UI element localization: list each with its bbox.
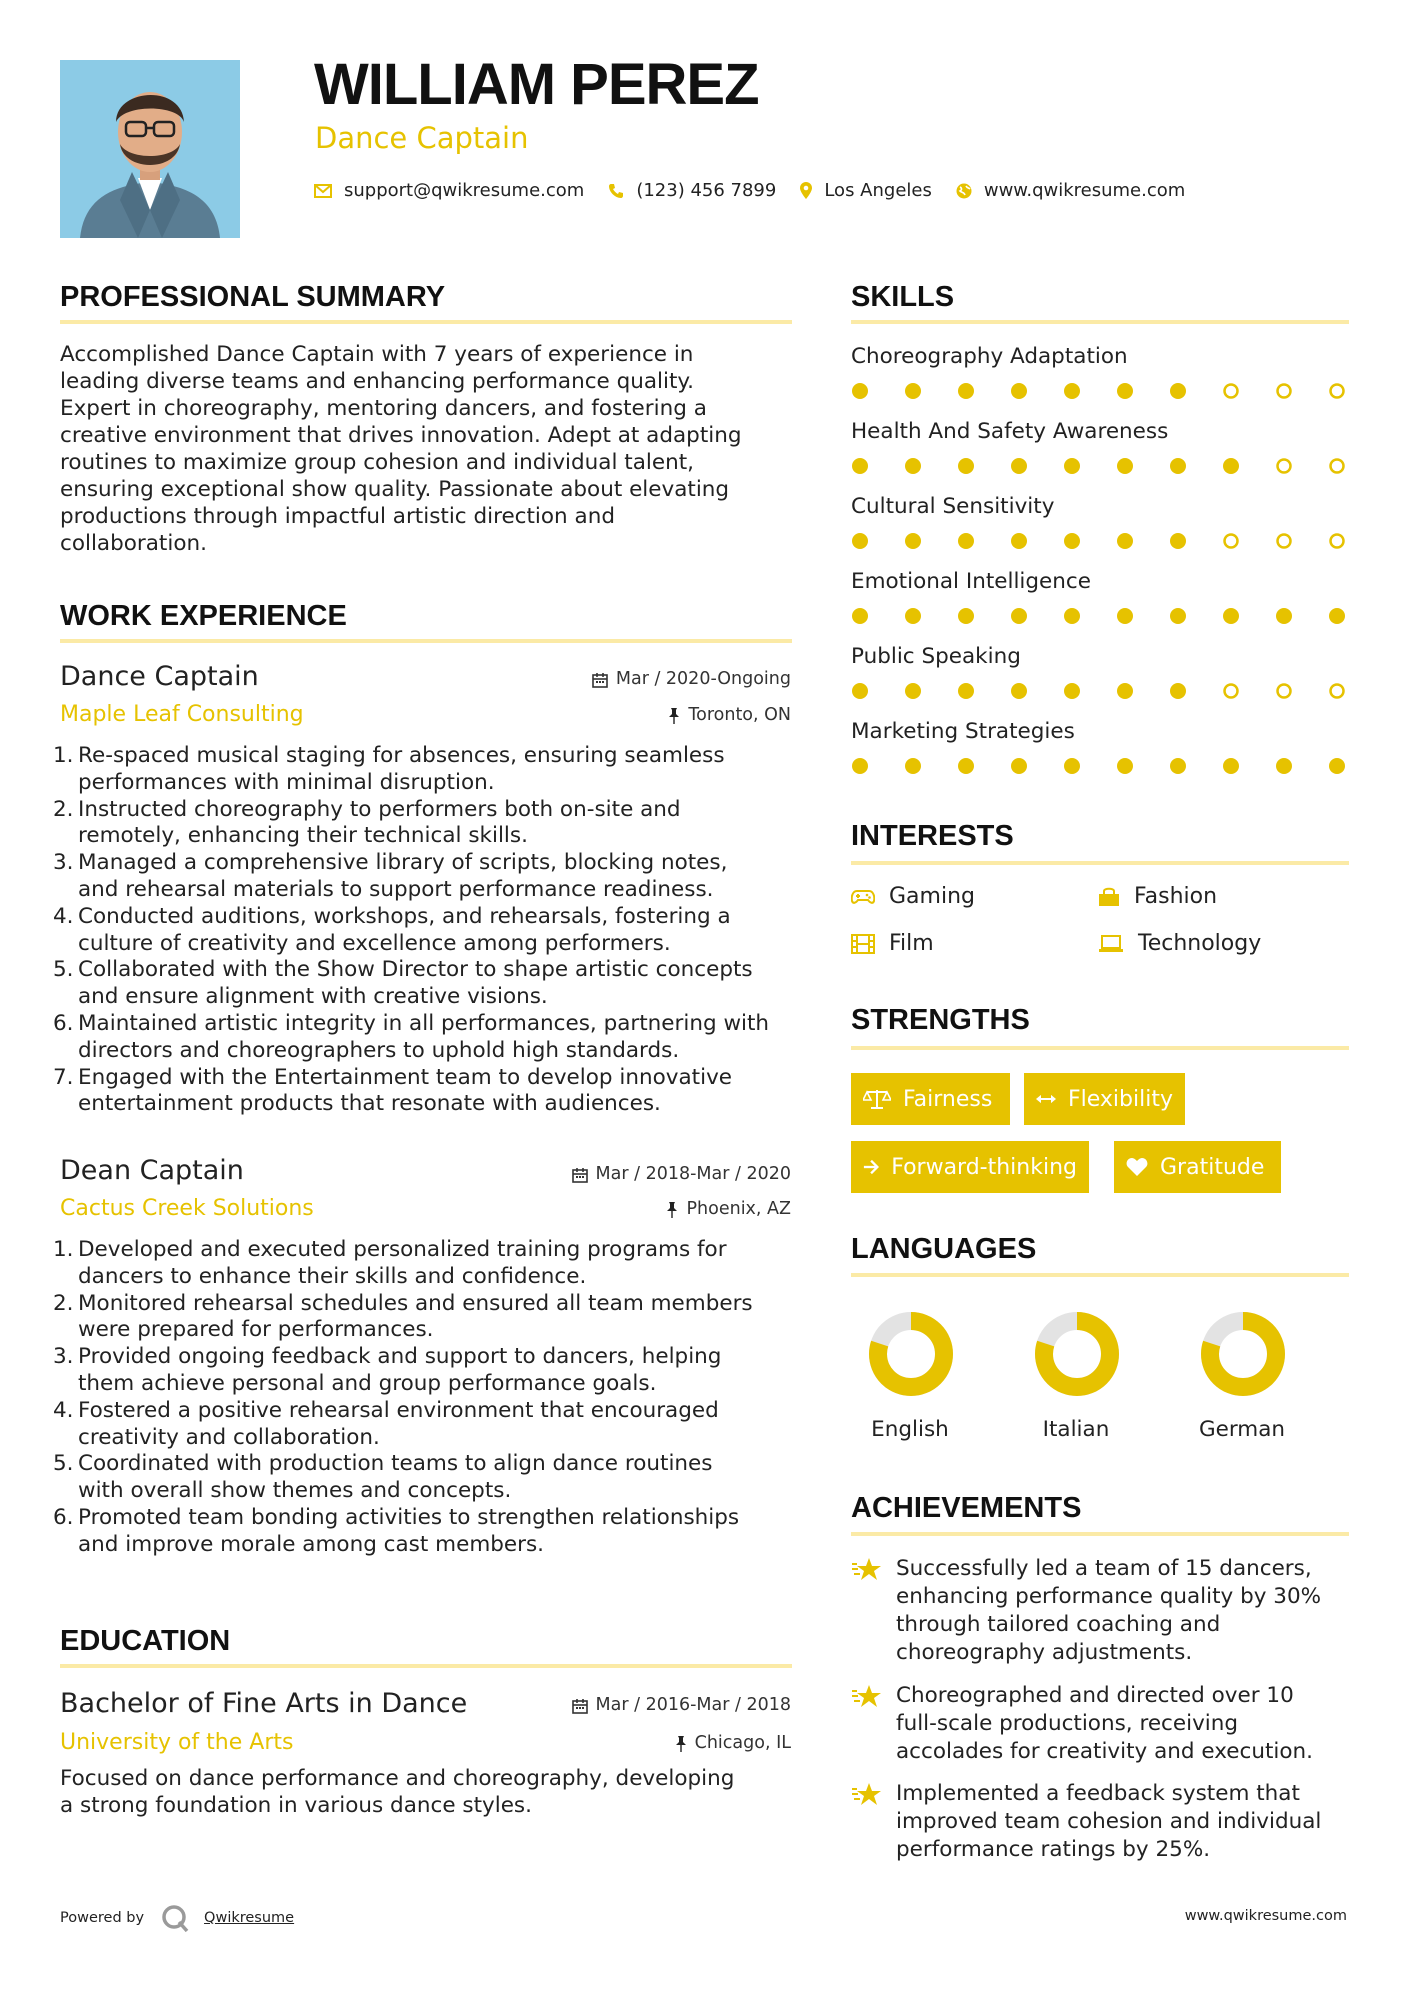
star-icon — [851, 1782, 883, 1808]
language-label: Italian — [1042, 1417, 1110, 1442]
list-line: Coordinated with production teams to align dance routines — [78, 1451, 713, 1477]
laptop-icon — [1098, 935, 1124, 953]
education-dates-text: Mar / 2016-Mar / 2018 — [595, 1695, 791, 1715]
strength-tag-flexibility — [1024, 1073, 1185, 1125]
skill-dot-filled — [1064, 458, 1080, 474]
experience-heading: WORK EXPERIENCE — [60, 600, 347, 632]
pushpin-icon — [668, 708, 680, 724]
interest-technology — [1098, 933, 1261, 955]
education-line: Focused on dance performance and choreography, developing — [60, 1766, 735, 1791]
powered-by-text: Powered by — [60, 1910, 145, 1926]
skill-dot-filled — [1329, 758, 1345, 774]
star-icon — [851, 1557, 883, 1583]
skill-dot-filled — [852, 533, 868, 549]
strengths-heading: STRENGTHS — [851, 1004, 1030, 1036]
contact-email[interactable] — [314, 180, 584, 201]
job-location — [666, 1201, 791, 1219]
job-dates-text: Mar / 2020-Ongoing — [615, 669, 791, 689]
summary-line: ensuring exceptional show quality. Passionate about elevating — [60, 477, 730, 502]
skill-dot-filled — [1170, 533, 1186, 549]
list-line: were prepared for performances. — [78, 1317, 434, 1343]
list-line: Monitored rehearsal schedules and ensured all team members — [78, 1290, 753, 1316]
list-item — [53, 1010, 800, 1065]
list-line: Re-spaced musical staging for absences, ensuring seamless — [78, 743, 725, 768]
achievement-line: choreography adjustments. — [896, 1640, 1193, 1665]
achievement-line: full-scale productions, receiving — [896, 1711, 1239, 1736]
scale-icon — [863, 1088, 891, 1110]
skill-dot-filled — [1276, 608, 1292, 624]
list-number: 7. — [53, 1064, 74, 1090]
list-line: entertainment products that resonate with audiences. — [78, 1091, 661, 1117]
skill-dot-empty — [1225, 685, 1238, 698]
list-number: 5. — [53, 1451, 74, 1477]
languages-heading: LANGUAGES — [851, 1233, 1037, 1265]
skill-dot-filled — [1117, 608, 1133, 624]
list-line: Collaborated with the Show Director to shape artistic concepts — [78, 957, 753, 983]
list-line: Provided ongoing feedback and support to dancers, helping — [78, 1344, 722, 1370]
email-text: support@qwikresume.com — [344, 180, 585, 201]
skill-rating — [851, 456, 1349, 476]
education-location — [675, 1735, 791, 1753]
list-number: 1. — [53, 1237, 74, 1262]
globe-icon — [956, 183, 972, 199]
education-dates — [572, 1697, 791, 1715]
experience-divider — [60, 639, 792, 643]
contact-phone[interactable] — [608, 180, 776, 201]
job-dates-text: Mar / 2018-Mar / 2020 — [595, 1164, 791, 1184]
skill-dot-filled — [852, 458, 868, 474]
interests-divider — [851, 861, 1349, 865]
skill-rating — [851, 756, 1349, 776]
list-line: remotely, enhancing their technical skills. — [78, 823, 528, 849]
skill-name: Cultural Sensitivity — [851, 494, 1055, 519]
summary-line: creative environment that drives innovation. Adept at adapting — [60, 423, 742, 448]
person-portrait-icon — [60, 60, 240, 238]
skill-dot-filled — [1011, 458, 1027, 474]
heart-icon — [1126, 1157, 1148, 1177]
summary-divider — [60, 320, 792, 324]
list-line: Developed and executed personalized training programs for — [78, 1237, 727, 1262]
list-number: 5. — [53, 957, 74, 983]
skill-name: Health And Safety Awareness — [851, 419, 1169, 444]
skill-rating — [851, 681, 1349, 701]
interest-film — [851, 933, 934, 955]
summary-line: leading diverse teams and enhancing performance quality. — [60, 369, 694, 394]
skill-dot-filled — [1117, 533, 1133, 549]
list-item — [53, 1064, 800, 1119]
list-line: dancers to enhance their skills and confidence. — [78, 1263, 587, 1289]
list-item — [53, 1290, 800, 1345]
pushpin-icon — [675, 1736, 687, 1752]
list-line: performances with minimal disruption. — [78, 769, 495, 795]
achievement-line: through tailored coaching and — [896, 1612, 1221, 1637]
list-item — [53, 850, 800, 904]
skill-dot-filled — [905, 458, 921, 474]
list-item — [53, 1344, 800, 1398]
skill-dot-filled — [905, 383, 921, 399]
list-item — [53, 796, 800, 851]
contact-bar — [314, 180, 1209, 201]
job-location-text: Toronto, ON — [688, 705, 791, 725]
skills-heading: SKILLS — [851, 281, 955, 313]
list-item — [53, 903, 800, 958]
footer-branding — [60, 1903, 294, 1933]
skill-name: Marketing Strategies — [851, 719, 1075, 744]
phone-icon — [608, 183, 624, 199]
list-line: Fostered a positive rehearsal environment that encouraged — [78, 1397, 719, 1423]
bag-icon — [1098, 887, 1120, 907]
calendar-icon — [572, 1167, 588, 1183]
skill-dot-filled — [1170, 683, 1186, 699]
strengths-divider — [851, 1046, 1349, 1050]
skill-dot-filled — [958, 758, 974, 774]
skill-dot-filled — [1064, 758, 1080, 774]
skill-dot-empty — [1278, 460, 1291, 473]
list-number: 4. — [53, 1397, 74, 1423]
list-number: 1. — [53, 743, 74, 768]
contact-location — [800, 180, 932, 201]
achievement-line: accolades for creativity and execution. — [896, 1739, 1313, 1764]
skill-dot-filled — [958, 683, 974, 699]
list-item — [53, 957, 800, 1011]
strength-label: Fairness — [903, 1086, 993, 1112]
skill-rating — [851, 606, 1349, 626]
skill-dot-filled — [1064, 383, 1080, 399]
job-responsibilities — [53, 1237, 800, 1559]
skill-name: Choreography Adaptation — [851, 344, 1128, 369]
skill-dot-filled — [1117, 458, 1133, 474]
languages-divider — [851, 1273, 1349, 1277]
arrow-right-icon — [863, 1158, 879, 1176]
achievement-line: performance ratings by 25%. — [896, 1837, 1211, 1862]
achievement-line: Implemented a feedback system that — [896, 1781, 1300, 1806]
list-number: 3. — [53, 1344, 74, 1370]
achievement-line: enhancing performance quality by 30% — [896, 1584, 1322, 1609]
skills-divider — [851, 320, 1349, 324]
skill-dot-filled — [905, 608, 921, 624]
skill-dot-empty — [1225, 385, 1238, 398]
brand-link[interactable]: Qwikresume — [204, 1910, 295, 1926]
list-line: and ensure alignment with creative visions. — [78, 984, 548, 1010]
candidate-name: WILLIAM PEREZ — [314, 52, 759, 117]
star-icon — [851, 1684, 883, 1710]
skill-dot-filled — [1276, 758, 1292, 774]
skill-dot-filled — [852, 383, 868, 399]
interest-label: Gaming — [889, 884, 975, 909]
achievement-line: Choreographed and directed over 10 — [896, 1683, 1294, 1708]
skill-dot-filled — [905, 533, 921, 549]
job-location — [668, 707, 791, 725]
list-line: Conducted auditions, workshops, and rehearsals, fostering a — [78, 903, 731, 929]
job-title: Dean Captain — [60, 1155, 244, 1186]
calendar-icon — [572, 1698, 588, 1714]
contact-website[interactable] — [956, 180, 1185, 201]
envelope-icon — [314, 184, 332, 198]
skill-dot-filled — [958, 533, 974, 549]
skill-dot-filled — [958, 608, 974, 624]
achievement-line: Successfully led a team of 15 dancers, — [896, 1556, 1312, 1581]
education-description — [60, 1765, 800, 1819]
skill-dot-filled — [958, 383, 974, 399]
list-number: 6. — [53, 1504, 74, 1530]
achievements-heading: ACHIEVEMENTS — [851, 1492, 1082, 1524]
skill-rating — [851, 531, 1349, 551]
language-label: English — [871, 1417, 949, 1442]
list-line: creativity and collaboration. — [78, 1424, 380, 1450]
language-rings — [851, 1300, 1349, 1410]
strength-label: Flexibility — [1068, 1086, 1173, 1112]
skill-dot-empty — [1331, 460, 1344, 473]
list-number: 6. — [53, 1010, 74, 1036]
arrows-icon — [1036, 1093, 1056, 1105]
degree-title: Bachelor of Fine Arts in Dance — [60, 1688, 468, 1719]
education-divider — [60, 1664, 792, 1668]
interest-fashion — [1098, 886, 1217, 908]
skill-dot-empty — [1225, 535, 1238, 548]
skill-rating — [851, 381, 1349, 401]
list-line: Maintained artistic integrity in all performances, partnering with — [78, 1010, 770, 1036]
list-number: 3. — [53, 850, 74, 876]
website-text: www.qwikresume.com — [983, 180, 1186, 201]
skill-dot-filled — [1064, 683, 1080, 699]
film-icon — [851, 934, 875, 954]
job-company: Maple Leaf Consulting — [60, 702, 304, 727]
interests-heading: INTERESTS — [851, 820, 1014, 852]
skill-dot-empty — [1278, 535, 1291, 548]
skill-dot-empty — [1331, 685, 1344, 698]
skill-dot-filled — [1329, 608, 1345, 624]
skill-dot-filled — [852, 608, 868, 624]
list-line: Engaged with the Entertainment team to develop innovative — [78, 1064, 733, 1090]
list-item — [53, 1451, 800, 1505]
skill-dot-filled — [1064, 608, 1080, 624]
gamepad-icon — [851, 890, 875, 904]
map-pin-icon — [800, 182, 812, 199]
job-location-text: Phoenix, AZ — [686, 1199, 791, 1219]
job-dates — [592, 671, 791, 689]
skill-name: Emotional Intelligence — [851, 569, 1091, 594]
summary-line: routines to maximize group cohesion and individual talent, — [60, 450, 694, 475]
skill-dot-empty — [1278, 385, 1291, 398]
interest-gaming — [851, 886, 975, 908]
summary-line: Expert in choreography, mentoring dancers, and fostering a — [60, 396, 707, 421]
qwikresume-logo-icon — [160, 1903, 190, 1933]
list-line: them achieve personal and group performance goals. — [78, 1370, 657, 1396]
skill-dot-filled — [1011, 758, 1027, 774]
strength-label: Forward-thinking — [891, 1154, 1077, 1180]
skill-dot-filled — [1170, 758, 1186, 774]
list-line: Promoted team bonding activities to strengthen relationships — [78, 1504, 740, 1530]
list-item — [53, 1237, 800, 1291]
skill-dot-filled — [1117, 683, 1133, 699]
list-number: 2. — [53, 1290, 74, 1316]
calendar-icon — [592, 672, 608, 688]
list-number: 2. — [53, 796, 74, 822]
achievement-line: improved team cohesion and individual — [896, 1809, 1322, 1834]
school-name: University of the Arts — [60, 1730, 294, 1755]
skill-dot-filled — [1170, 608, 1186, 624]
list-line: and rehearsal materials to support performance readiness. — [78, 876, 714, 902]
list-item — [53, 1397, 800, 1452]
interest-label: Fashion — [1134, 884, 1218, 909]
education-heading: EDUCATION — [60, 1625, 231, 1657]
language-label: German — [1198, 1417, 1286, 1442]
job-title: Dance Captain — [60, 661, 259, 692]
skill-dot-filled — [1170, 458, 1186, 474]
skill-dot-filled — [905, 683, 921, 699]
strength-tag-gratitude — [1114, 1141, 1281, 1193]
skill-dot-filled — [1223, 758, 1239, 774]
job-responsibilities — [53, 743, 800, 1118]
list-line: and improve morale among cast members. — [78, 1531, 545, 1557]
summary-line: Accomplished Dance Captain with 7 years of experience in — [60, 342, 694, 367]
location-text: Los Angeles — [824, 180, 932, 201]
interest-label: Technology — [1138, 931, 1262, 956]
list-line: with overall show themes and concepts. — [78, 1478, 512, 1504]
pushpin-icon — [666, 1202, 678, 1218]
skill-name: Public Speaking — [851, 644, 1021, 669]
list-item — [53, 743, 800, 797]
skill-dot-filled — [1011, 608, 1027, 624]
interest-label: Film — [889, 931, 934, 956]
list-number: 4. — [53, 903, 74, 929]
education-location-text: Chicago, IL — [694, 1733, 791, 1753]
skill-dot-filled — [1011, 533, 1027, 549]
list-line: culture of creativity and excellence among performers. — [78, 930, 671, 956]
achievements-divider — [851, 1532, 1349, 1536]
skill-dot-filled — [1117, 758, 1133, 774]
footer-website[interactable]: www.qwikresume.com — [1184, 1908, 1347, 1924]
skill-dot-filled — [1064, 533, 1080, 549]
strength-tag-fairness — [851, 1073, 1010, 1125]
strength-label: Gratitude — [1160, 1154, 1265, 1180]
profile-photo — [60, 60, 240, 238]
education-line: a strong foundation in various dance styles. — [60, 1793, 532, 1818]
skill-dot-filled — [1223, 458, 1239, 474]
skill-dot-filled — [1011, 383, 1027, 399]
skill-dot-filled — [852, 758, 868, 774]
skill-dot-empty — [1331, 535, 1344, 548]
skill-dot-empty — [1278, 685, 1291, 698]
list-item — [53, 1504, 800, 1559]
list-line: Instructed choreography to performers both on-site and — [78, 796, 681, 822]
job-dates — [572, 1166, 791, 1184]
skill-dot-empty — [1331, 385, 1344, 398]
summary-line: collaboration. — [60, 531, 207, 556]
skill-dot-filled — [1170, 383, 1186, 399]
strength-tag-forward-thinking — [851, 1141, 1089, 1193]
summary-heading: PROFESSIONAL SUMMARY — [60, 281, 446, 313]
list-line: Managed a comprehensive library of scripts, blocking notes, — [78, 850, 728, 876]
candidate-title: Dance Captain — [315, 121, 529, 155]
list-line: directors and choreographers to uphold high standards. — [78, 1037, 680, 1063]
skill-dot-filled — [852, 683, 868, 699]
skill-dot-filled — [958, 458, 974, 474]
summary-text — [60, 341, 792, 557]
summary-line: productions through impactful artistic direction and — [60, 504, 615, 529]
phone-text: (123) 456 7899 — [636, 180, 777, 201]
skill-dot-filled — [1117, 383, 1133, 399]
skill-dot-filled — [1011, 683, 1027, 699]
job-company: Cactus Creek Solutions — [60, 1196, 314, 1221]
skill-dot-filled — [1223, 608, 1239, 624]
skill-dot-filled — [905, 758, 921, 774]
